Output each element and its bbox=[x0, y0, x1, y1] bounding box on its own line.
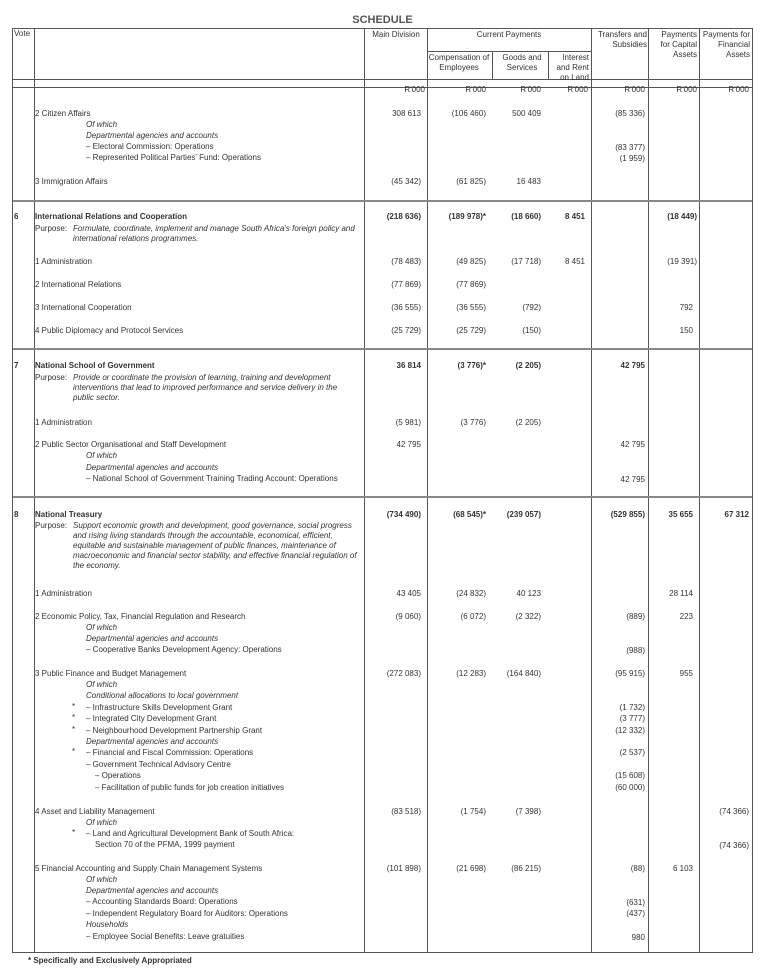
cell-value: (7 398) bbox=[515, 807, 541, 816]
cell-value: 36 814 bbox=[396, 361, 421, 370]
header-capital: Payments for Capital Assets bbox=[660, 30, 697, 59]
department-name: National School of Government bbox=[35, 361, 155, 370]
cell-value: (218 636) bbox=[386, 212, 421, 221]
cell-value: (78 483) bbox=[391, 257, 421, 266]
cell-value: (631) bbox=[626, 898, 645, 907]
row-label: Households bbox=[86, 920, 129, 929]
row-label: * bbox=[72, 828, 76, 837]
cell-value: (106 460) bbox=[451, 109, 486, 118]
row-label: Departmental agencies and accounts bbox=[86, 737, 219, 746]
row-label: * bbox=[72, 702, 76, 711]
cell-value: (49 825) bbox=[456, 257, 486, 266]
row-label: Conditional allocations to local government bbox=[86, 691, 239, 700]
row-label: – Financial and Fiscal Commission: Operations bbox=[86, 748, 254, 757]
unit-label: R'000 bbox=[676, 85, 697, 94]
row-label: 2 Citizen Affairs bbox=[35, 109, 91, 118]
row-label: 3 Immigration Affairs bbox=[35, 177, 108, 186]
cell-value: (61 825) bbox=[456, 177, 486, 186]
cell-value: (239 057) bbox=[506, 510, 541, 519]
row-label: 3 International Cooperation bbox=[35, 303, 132, 312]
cell-value: (19 391) bbox=[667, 257, 697, 266]
cell-value: (2 205) bbox=[515, 361, 541, 370]
cell-value: (36 555) bbox=[456, 303, 486, 312]
vote-number: 6 bbox=[14, 212, 19, 221]
row-label: – Neighbourhood Development Partnership Grant bbox=[86, 726, 263, 735]
col-line bbox=[548, 51, 549, 79]
row-label: 4 Asset and Liability Management bbox=[35, 807, 155, 816]
cell-value: 223 bbox=[679, 612, 693, 621]
cell-value: (3 777) bbox=[619, 714, 645, 723]
row-label: – Integrated City Development Grant bbox=[86, 714, 217, 723]
unit-label: R'000 bbox=[404, 85, 425, 94]
cell-value: (12 283) bbox=[456, 669, 486, 678]
cell-value: (272 083) bbox=[386, 669, 421, 678]
cell-value: (150) bbox=[522, 326, 541, 335]
row-label: 1 Administration bbox=[35, 257, 92, 266]
cell-value: 980 bbox=[631, 933, 645, 942]
row-label: Of which bbox=[86, 680, 118, 689]
section-divider bbox=[13, 200, 752, 202]
header-compensation: Compensation of Employees bbox=[428, 53, 490, 72]
cell-value: (25 729) bbox=[456, 326, 486, 335]
row-label: Section 70 of the PFMA, 1999 payment bbox=[95, 840, 235, 849]
cell-value: 16 483 bbox=[516, 177, 541, 186]
row-label: Departmental agencies and accounts bbox=[86, 463, 219, 472]
cell-value: 35 655 bbox=[668, 510, 693, 519]
cell-value: (68 545)* bbox=[453, 510, 486, 519]
row-label: 1 Administration bbox=[35, 418, 92, 427]
row-label: – Employee Social Benefits: Leave gratuities bbox=[86, 932, 245, 941]
row-label: – Government Technical Advisory Centre bbox=[86, 760, 231, 769]
row-label: 2 Economic Policy, Tax, Financial Regulation and Research bbox=[35, 612, 246, 621]
row-label: – Operations bbox=[95, 771, 141, 780]
cell-value: (1 754) bbox=[460, 807, 486, 816]
cell-value: (60 000) bbox=[615, 783, 645, 792]
row-label: 2 Public Sector Organisational and Staff Development bbox=[35, 440, 227, 449]
col-line bbox=[648, 29, 649, 952]
col-line bbox=[591, 29, 592, 952]
col-line bbox=[492, 51, 493, 79]
cell-value: 67 312 bbox=[724, 510, 749, 519]
row-label: – National School of Government Training Trading Account: Operations bbox=[86, 474, 338, 483]
cell-value: (2 537) bbox=[619, 748, 645, 757]
cell-value: 42 795 bbox=[396, 440, 421, 449]
header-current-payments: Current Payments bbox=[476, 30, 542, 39]
cell-value: 6 103 bbox=[672, 864, 693, 873]
cell-value: (95 915) bbox=[615, 669, 645, 678]
cell-value: 8 451 bbox=[564, 212, 585, 221]
cell-value: 150 bbox=[679, 326, 693, 335]
cell-value: 42 795 bbox=[620, 475, 645, 484]
cell-value: 42 795 bbox=[620, 440, 645, 449]
cell-value: (6 072) bbox=[460, 612, 486, 621]
row-label: – Electoral Commission: Operations bbox=[86, 142, 214, 151]
footnote: * Specifically and Exclusively Appropriated bbox=[28, 956, 192, 965]
cell-value: 792 bbox=[679, 303, 693, 312]
row-label: * bbox=[72, 725, 76, 734]
header-line bbox=[13, 79, 752, 80]
cell-value: 42 795 bbox=[620, 361, 645, 370]
cell-value: (86 215) bbox=[511, 864, 541, 873]
row-label: Of which bbox=[86, 623, 118, 632]
unit-label: R'000 bbox=[728, 85, 749, 94]
header-vote: Vote bbox=[14, 29, 31, 38]
cell-value: (24 832) bbox=[456, 589, 486, 598]
cell-value: (74 366) bbox=[719, 807, 749, 816]
header-transfers: Transfers and Subsidies bbox=[597, 30, 647, 49]
unit-label: R'000 bbox=[567, 85, 588, 94]
row-label: Of which bbox=[86, 818, 118, 827]
cell-value: (74 366) bbox=[719, 841, 749, 850]
row-label: 3 Public Finance and Budget Management bbox=[35, 669, 187, 678]
cell-value: (5 981) bbox=[395, 418, 421, 427]
cell-value: (9 060) bbox=[395, 612, 421, 621]
unit-label: R'000 bbox=[465, 85, 486, 94]
row-label: 1 Administration bbox=[35, 589, 92, 598]
cell-value: (2 205) bbox=[515, 418, 541, 427]
unit-label: R'000 bbox=[520, 85, 541, 94]
row-label: 4 Public Diplomacy and Protocol Services bbox=[35, 326, 184, 335]
purpose-text: Provide or coordinate the provision of learning, training and development interventions that lead to improved performance and service delivery in the public sector. bbox=[73, 373, 338, 402]
cell-value: 955 bbox=[679, 669, 693, 678]
purpose-text: Support economic growth and development, good governance, social progress and rising living standards through the accountable, economical, efficient, equitable and sustainable management of public finances, maintenance of macroeconomic and financial sector stability, and effective financial regulation of the economy. bbox=[73, 521, 357, 570]
cell-value: (45 342) bbox=[391, 177, 421, 186]
cell-value: 500 409 bbox=[512, 109, 541, 118]
unit-label: R'000 bbox=[624, 85, 645, 94]
row-label: – Infrastructure Skills Development Grant bbox=[86, 703, 233, 712]
cell-value: (189 978)* bbox=[448, 212, 486, 221]
row-label: Of which bbox=[86, 120, 118, 129]
section-divider bbox=[13, 496, 752, 498]
cell-value: (85 336) bbox=[615, 109, 645, 118]
row-label: – Accounting Standards Board: Operations bbox=[86, 897, 238, 906]
header-line bbox=[427, 51, 591, 52]
cell-value: 28 114 bbox=[669, 589, 693, 598]
cell-value: (12 332) bbox=[615, 726, 645, 735]
cell-value: (734 490) bbox=[386, 510, 421, 519]
row-label: – Cooperative Banks Development Agency: Operations bbox=[86, 645, 282, 654]
cell-value: 8 451 bbox=[564, 257, 585, 266]
cell-value: (77 869) bbox=[391, 280, 421, 289]
cell-value: (83 377) bbox=[615, 143, 645, 152]
cell-value: (792) bbox=[522, 303, 541, 312]
row-label: * bbox=[72, 713, 76, 722]
cell-value: (15 608) bbox=[615, 771, 645, 780]
row-label: Of which bbox=[86, 875, 118, 884]
page-title: SCHEDULE bbox=[352, 14, 413, 26]
cell-value: (988) bbox=[626, 646, 645, 655]
row-label: 2 International Relations bbox=[35, 280, 122, 289]
row-label: 5 Financial Accounting and Supply Chain Management Systems bbox=[35, 864, 263, 873]
cell-value: (18 449) bbox=[667, 212, 697, 221]
vote-number: 7 bbox=[14, 361, 19, 370]
cell-value: (18 660) bbox=[511, 212, 541, 221]
cell-value: 308 613 bbox=[392, 109, 421, 118]
vote-number: 8 bbox=[14, 510, 19, 519]
cell-value: (1 732) bbox=[619, 703, 645, 712]
cell-value: (1 959) bbox=[619, 154, 645, 163]
row-label: – Land and Agricultural Development Bank of South Africa: bbox=[86, 829, 295, 838]
row-label: – Facilitation of public funds for job creation initiatives bbox=[95, 783, 284, 792]
row-label: Departmental agencies and accounts bbox=[86, 886, 219, 895]
row-label: Departmental agencies and accounts bbox=[86, 131, 219, 140]
cell-value: (21 698) bbox=[456, 864, 486, 873]
purpose-text: Formulate, coordinate, implement and manage South Africa's foreign policy and international relations programmes. bbox=[73, 224, 355, 243]
cell-value: (164 840) bbox=[506, 669, 541, 678]
cell-value: (36 555) bbox=[391, 303, 421, 312]
cell-value: (889) bbox=[626, 612, 645, 621]
row-label: – Represented Political Parties' Fund: Operations bbox=[86, 153, 261, 162]
row-label: Purpose: bbox=[35, 373, 68, 382]
header-goods: Goods and Services bbox=[502, 53, 542, 72]
cell-value: (17 718) bbox=[511, 257, 541, 266]
cell-value: (25 729) bbox=[391, 326, 421, 335]
row-label: Purpose: bbox=[35, 521, 68, 530]
cell-value: 40 123 bbox=[516, 589, 541, 598]
cell-value: (77 869) bbox=[456, 280, 486, 289]
row-label: Purpose: bbox=[35, 224, 68, 233]
cell-value: (101 898) bbox=[386, 864, 421, 873]
row-label: – Independent Regulatory Board for Auditors: Operations bbox=[86, 909, 288, 918]
cell-value: (3 776) bbox=[460, 418, 486, 427]
row-label: Departmental agencies and accounts bbox=[86, 634, 219, 643]
cell-value: (437) bbox=[626, 909, 645, 918]
cell-value: (83 518) bbox=[391, 807, 421, 816]
header-financial: Payments for Financial Assets bbox=[702, 30, 750, 59]
cell-value: (88) bbox=[630, 864, 645, 873]
cell-value: (2 322) bbox=[515, 612, 541, 621]
section-divider bbox=[13, 348, 752, 350]
header-main-division: Main Division bbox=[372, 30, 420, 39]
header-interest: Interest and Rent on Land bbox=[556, 53, 589, 82]
cell-value: (529 855) bbox=[610, 510, 645, 519]
department-name: International Relations and Cooperation bbox=[35, 212, 188, 221]
department-name: National Treasury bbox=[35, 510, 103, 519]
cell-value: 43 405 bbox=[396, 589, 421, 598]
cell-value: (3 776)* bbox=[457, 361, 486, 370]
row-label: * bbox=[72, 747, 76, 756]
row-label: Of which bbox=[86, 451, 118, 460]
